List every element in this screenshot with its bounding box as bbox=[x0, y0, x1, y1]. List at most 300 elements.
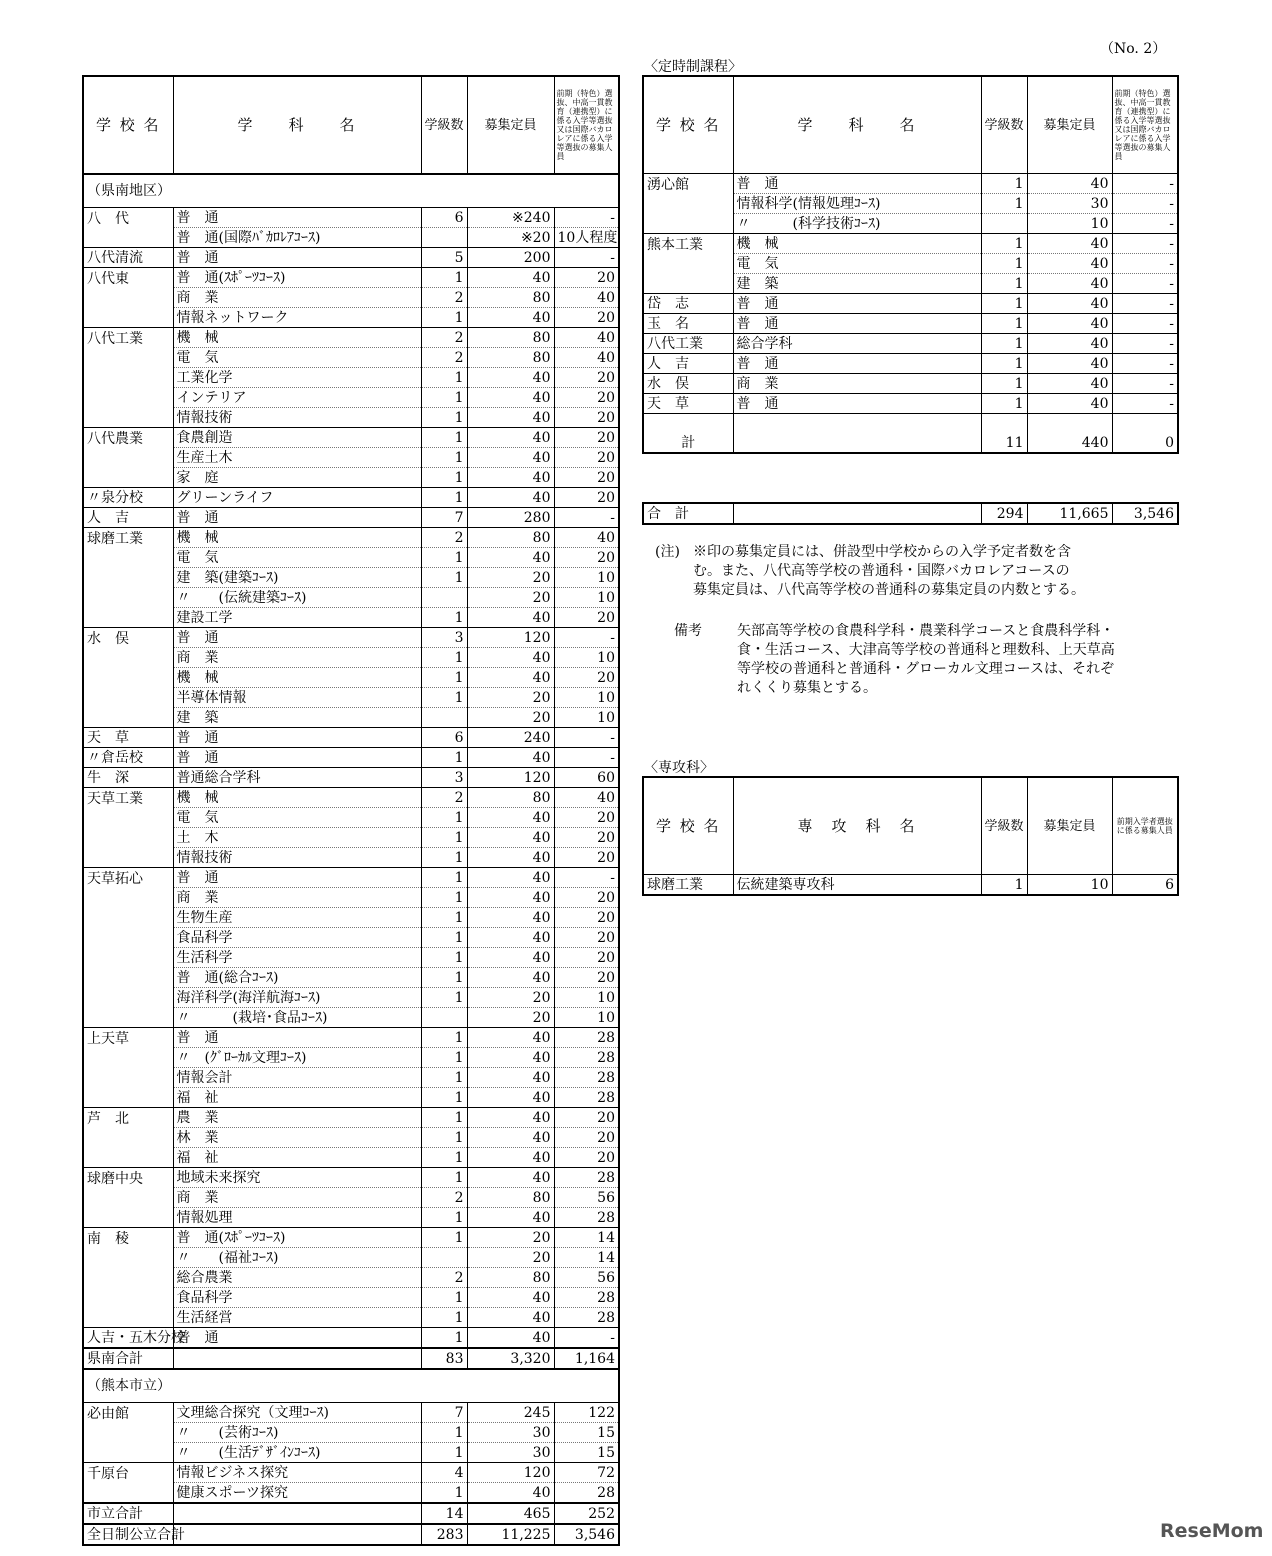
table-row bbox=[83, 1228, 619, 1248]
quota-value: 20 bbox=[467, 688, 554, 708]
school-name bbox=[83, 1288, 173, 1308]
special-quota: - bbox=[1112, 314, 1178, 334]
special-quota: 20 bbox=[554, 1128, 619, 1148]
special-quota: 14 bbox=[554, 1248, 619, 1268]
major-label: 〈専攻科〉 bbox=[644, 760, 714, 776]
quota-value: 40 bbox=[1027, 174, 1112, 194]
special-quota: 40 bbox=[554, 348, 619, 368]
total-classes: 14 bbox=[421, 1503, 467, 1524]
table-row bbox=[83, 828, 619, 848]
class-count: 2 bbox=[421, 528, 467, 548]
table-row bbox=[83, 488, 619, 508]
class-count: 1 bbox=[421, 748, 467, 768]
class-count: 1 bbox=[421, 1443, 467, 1463]
col-dept: 専 攻 科 名 bbox=[733, 777, 981, 875]
dept-name: 普 通(ｽﾎﾟｰﾂｺｰｽ) bbox=[173, 268, 421, 288]
class-count: 1 bbox=[421, 908, 467, 928]
col-quota: 募集定員 bbox=[1027, 777, 1112, 875]
dept-name: 海洋科学(海洋航海ｺｰｽ) bbox=[173, 988, 421, 1008]
dept-name: 福 祉 bbox=[173, 1148, 421, 1168]
quota-value: 30 bbox=[467, 1443, 554, 1463]
school-name: 南 稜 bbox=[83, 1228, 173, 1248]
school-name bbox=[83, 668, 173, 688]
school-name: 八 代 bbox=[83, 208, 173, 228]
quota-value: 120 bbox=[467, 1463, 554, 1483]
school-name: 天草工業 bbox=[83, 788, 173, 808]
special-quota: 20 bbox=[554, 268, 619, 288]
quota-value: 80 bbox=[467, 288, 554, 308]
quota-value: 40 bbox=[467, 928, 554, 948]
note-label: (注) bbox=[655, 544, 680, 560]
class-count: 1 bbox=[421, 1208, 467, 1228]
quota-value: 40 bbox=[467, 548, 554, 568]
grand-total-special: 3,546 bbox=[1112, 503, 1178, 524]
class-count: 3 bbox=[421, 628, 467, 648]
parttime-total-label: 計 bbox=[643, 414, 733, 454]
school-name: 天草拓心 bbox=[83, 868, 173, 888]
school-name: 湧心館 bbox=[643, 174, 733, 194]
class-count: 1 bbox=[981, 234, 1027, 254]
special-quota: 28 bbox=[554, 1208, 619, 1228]
quota-value: 240 bbox=[467, 728, 554, 748]
class-count: 1 bbox=[981, 174, 1027, 194]
table-row bbox=[643, 394, 1178, 414]
school-name bbox=[83, 808, 173, 828]
dept-name: 普 通 bbox=[173, 748, 421, 768]
dept-name: 生産土木 bbox=[173, 448, 421, 468]
special-quota: - bbox=[1112, 294, 1178, 314]
school-name bbox=[83, 688, 173, 708]
table-row bbox=[83, 1328, 619, 1349]
school-name bbox=[83, 228, 173, 248]
school-name: 八代清流 bbox=[83, 248, 173, 268]
quota-value: 40 bbox=[467, 748, 554, 768]
class-count: 1 bbox=[981, 194, 1027, 214]
col-quota: 募集定員 bbox=[467, 76, 554, 174]
table-row bbox=[83, 1068, 619, 1088]
region-label: （県南地区） bbox=[83, 174, 619, 208]
quota-value: 40 bbox=[1027, 314, 1112, 334]
special-quota: 10 bbox=[554, 688, 619, 708]
school-name bbox=[83, 1008, 173, 1028]
special-quota: 20 bbox=[554, 448, 619, 468]
dept-name: 商 業 bbox=[173, 1188, 421, 1208]
school-name bbox=[83, 1443, 173, 1463]
special-quota: 10 bbox=[554, 708, 619, 728]
quota-value: 120 bbox=[467, 628, 554, 648]
dept-name: 生物生産 bbox=[173, 908, 421, 928]
class-count: 6 bbox=[421, 728, 467, 748]
total-label: 全日制公立合計 bbox=[83, 1524, 173, 1545]
dept-name: 生活科学 bbox=[173, 948, 421, 968]
parttime-total-quota: 440 bbox=[1027, 414, 1112, 454]
table-row bbox=[83, 1208, 619, 1228]
table-row bbox=[643, 254, 1178, 274]
special-quota: - bbox=[1112, 234, 1178, 254]
dept-name: 文理総合探究（文理ｺｰｽ) bbox=[173, 1403, 421, 1423]
class-count: 1 bbox=[421, 848, 467, 868]
school-name bbox=[643, 194, 733, 214]
school-name bbox=[83, 708, 173, 728]
major-quota: 10 bbox=[1027, 875, 1112, 896]
parttime-table bbox=[642, 75, 1179, 454]
dept-name: 普 通(総合ｺｰｽ) bbox=[173, 968, 421, 988]
special-quota: 122 bbox=[554, 1403, 619, 1423]
table-row bbox=[83, 708, 619, 728]
dept-name: 半導体情報 bbox=[173, 688, 421, 708]
class-count: 1 bbox=[421, 868, 467, 888]
special-quota: 60 bbox=[554, 768, 619, 788]
quota-value: 40 bbox=[467, 1168, 554, 1188]
quota-value: 20 bbox=[467, 1248, 554, 1268]
school-name: 八代工業 bbox=[83, 328, 173, 348]
table-row bbox=[83, 528, 619, 548]
col-classes: 学級数 bbox=[981, 76, 1027, 174]
special-quota: 20 bbox=[554, 388, 619, 408]
special-quota: 40 bbox=[554, 328, 619, 348]
quota-value: 40 bbox=[467, 1128, 554, 1148]
special-quota: 28 bbox=[554, 1483, 619, 1504]
dept-name: 普 通 bbox=[173, 868, 421, 888]
table-row bbox=[83, 908, 619, 928]
school-name: 球磨工業 bbox=[83, 528, 173, 548]
table-row bbox=[83, 1108, 619, 1128]
special-quota: 40 bbox=[554, 788, 619, 808]
quota-value: 20 bbox=[467, 1008, 554, 1028]
dept-name: 機 械 bbox=[173, 328, 421, 348]
class-count: 1 bbox=[421, 1088, 467, 1108]
dept-name: 総合農業 bbox=[173, 1268, 421, 1288]
dept-name: 情報ネットワーク bbox=[173, 308, 421, 328]
class-count: 1 bbox=[421, 988, 467, 1008]
dept-name: 食品科学 bbox=[173, 928, 421, 948]
quota-value: 40 bbox=[1027, 374, 1112, 394]
special-quota: - bbox=[554, 1328, 619, 1349]
col-school: 学 校 名 bbox=[643, 76, 733, 174]
class-count: 1 bbox=[981, 394, 1027, 414]
dept-name: 土 木 bbox=[173, 828, 421, 848]
special-quota: 28 bbox=[554, 1308, 619, 1328]
table-row bbox=[83, 788, 619, 808]
special-quota: 20 bbox=[554, 968, 619, 988]
table-row bbox=[83, 1028, 619, 1048]
special-quota: 20 bbox=[554, 548, 619, 568]
major-classes: 1 bbox=[981, 875, 1027, 896]
parttime-total-classes: 11 bbox=[981, 414, 1027, 454]
quota-value: 40 bbox=[467, 408, 554, 428]
dept-name: 電 気 bbox=[173, 548, 421, 568]
school-name: 芦 北 bbox=[83, 1108, 173, 1128]
table-row bbox=[83, 928, 619, 948]
dept-name: 商 業 bbox=[733, 374, 981, 394]
dept-name: 普 通 bbox=[733, 314, 981, 334]
dept-name: 商 業 bbox=[173, 288, 421, 308]
major-school: 球磨工業 bbox=[643, 875, 733, 896]
quota-value: 40 bbox=[1027, 234, 1112, 254]
special-quota: 28 bbox=[554, 1068, 619, 1088]
quota-value: 40 bbox=[467, 1108, 554, 1128]
total-classes: 283 bbox=[421, 1524, 467, 1545]
dept-name: 機 械 bbox=[173, 668, 421, 688]
special-quota: 20 bbox=[554, 828, 619, 848]
table-row bbox=[643, 354, 1178, 374]
quota-value: 40 bbox=[467, 608, 554, 628]
total-label: 県南合計 bbox=[83, 1348, 173, 1369]
table-row bbox=[83, 408, 619, 428]
dept-name: 建 築(建築ｺｰｽ) bbox=[173, 568, 421, 588]
class-count: 1 bbox=[421, 688, 467, 708]
table-row bbox=[83, 1128, 619, 1148]
class-count: 1 bbox=[421, 268, 467, 288]
school-name bbox=[83, 1068, 173, 1088]
special-quota: - bbox=[554, 868, 619, 888]
quota-value: 40 bbox=[1027, 254, 1112, 274]
table-row bbox=[643, 334, 1178, 354]
dept-name: 普通総合学科 bbox=[173, 768, 421, 788]
special-quota: 20 bbox=[554, 848, 619, 868]
school-name: 水 俣 bbox=[643, 374, 733, 394]
special-quota: - bbox=[554, 748, 619, 768]
total-classes: 83 bbox=[421, 1348, 467, 1369]
parttime-total-special: 0 bbox=[1112, 414, 1178, 454]
school-name bbox=[83, 568, 173, 588]
table-row bbox=[643, 174, 1178, 194]
special-quota: 10 bbox=[554, 568, 619, 588]
special-quota: - bbox=[1112, 214, 1178, 234]
class-count: 1 bbox=[981, 334, 1027, 354]
school-name bbox=[83, 1048, 173, 1068]
school-name bbox=[83, 368, 173, 388]
school-name: 牛 深 bbox=[83, 768, 173, 788]
quota-value: 40 bbox=[467, 808, 554, 828]
table-row bbox=[83, 468, 619, 488]
table-row bbox=[83, 948, 619, 968]
dept-name: 普 通 bbox=[173, 508, 421, 528]
school-name bbox=[83, 1188, 173, 1208]
total-quota: 3,320 bbox=[467, 1348, 554, 1369]
table-row bbox=[83, 308, 619, 328]
school-name bbox=[83, 408, 173, 428]
table-row bbox=[83, 668, 619, 688]
school-name bbox=[83, 308, 173, 328]
dept-name: 林 業 bbox=[173, 1128, 421, 1148]
dept-name: 建 築 bbox=[733, 274, 981, 294]
quota-value: 40 bbox=[467, 828, 554, 848]
school-name bbox=[83, 1248, 173, 1268]
table-row bbox=[83, 388, 619, 408]
quota-value: 40 bbox=[1027, 294, 1112, 314]
special-quota: - bbox=[554, 508, 619, 528]
class-count: 1 bbox=[981, 314, 1027, 334]
quota-value: 40 bbox=[467, 1208, 554, 1228]
table-row bbox=[83, 588, 619, 608]
special-quota: - bbox=[1112, 194, 1178, 214]
dept-name: 普 通 bbox=[733, 354, 981, 374]
quota-value: 40 bbox=[467, 668, 554, 688]
special-quota: 28 bbox=[554, 1288, 619, 1308]
table-row bbox=[83, 348, 619, 368]
class-count: 1 bbox=[421, 1423, 467, 1443]
special-quota: - bbox=[554, 248, 619, 268]
class-count: 2 bbox=[421, 288, 467, 308]
class-count: 1 bbox=[421, 1328, 467, 1349]
dept-name: インテリア bbox=[173, 388, 421, 408]
special-quota: 20 bbox=[554, 488, 619, 508]
dept-name: 福 祉 bbox=[173, 1088, 421, 1108]
grand-total-quota: 11,665 bbox=[1027, 503, 1112, 524]
dept-name: 〃 (伝統建築ｺｰｽ) bbox=[173, 588, 421, 608]
school-name bbox=[83, 448, 173, 468]
dept-name: 普 通 bbox=[733, 174, 981, 194]
class-count: 1 bbox=[421, 1308, 467, 1328]
quota-value: 40 bbox=[467, 428, 554, 448]
class-count: 1 bbox=[981, 274, 1027, 294]
total-quota: 11,225 bbox=[467, 1524, 554, 1545]
class-count: 2 bbox=[421, 348, 467, 368]
total-label: 市立合計 bbox=[83, 1503, 173, 1524]
quota-value: 20 bbox=[467, 588, 554, 608]
quota-value: 80 bbox=[467, 348, 554, 368]
special-quota: 10 bbox=[554, 988, 619, 1008]
class-count bbox=[421, 1008, 467, 1028]
remark-label: 備考 bbox=[674, 623, 702, 639]
class-count: 1 bbox=[421, 948, 467, 968]
note-text: ※印の募集定員には、併設型中学校からの入学予定者数を含 む。また、八代高等学校の普通科・国際バカロレアコースの 募集定員は、八代高等学校の普通科の募集定員の内数とする。 bbox=[693, 544, 1085, 598]
special-quota: - bbox=[554, 728, 619, 748]
quota-value: 40 bbox=[467, 388, 554, 408]
dept-name: 農 業 bbox=[173, 1108, 421, 1128]
class-count: 1 bbox=[421, 1483, 467, 1504]
quota-value: 40 bbox=[467, 368, 554, 388]
special-quota: 10 bbox=[554, 648, 619, 668]
quota-value: 80 bbox=[467, 328, 554, 348]
quota-value: 120 bbox=[467, 768, 554, 788]
quota-value: 40 bbox=[467, 1308, 554, 1328]
school-name bbox=[83, 1208, 173, 1228]
table-row bbox=[83, 268, 619, 288]
quota-value: 40 bbox=[467, 908, 554, 928]
dept-name: 〃 (福祉ｺｰｽ) bbox=[173, 1248, 421, 1268]
school-name bbox=[83, 888, 173, 908]
table-row bbox=[83, 448, 619, 468]
table-row bbox=[83, 1048, 619, 1068]
dept-name: 健康スポーツ探究 bbox=[173, 1483, 421, 1504]
table-row bbox=[83, 768, 619, 788]
special-quota: 20 bbox=[554, 668, 619, 688]
special-quota: 20 bbox=[554, 1108, 619, 1128]
school-name: 人 吉 bbox=[83, 508, 173, 528]
table-row bbox=[83, 1403, 619, 1423]
col-classes: 学級数 bbox=[981, 777, 1027, 875]
table-row bbox=[643, 294, 1178, 314]
dept-name: 建 築 bbox=[173, 708, 421, 728]
special-quota: 56 bbox=[554, 1188, 619, 1208]
quota-value: 30 bbox=[1027, 194, 1112, 214]
dept-name: 地域未来探究 bbox=[173, 1168, 421, 1188]
col-dept: 学 科 名 bbox=[173, 76, 421, 174]
quota-value: 40 bbox=[467, 968, 554, 988]
col-special: 前期（特色）選抜、中高一貫教育（連携型）に係る入学等選抜又は国際バカロレアに係る入学等選抜の募集人員 bbox=[554, 76, 619, 174]
quota-value: 200 bbox=[467, 248, 554, 268]
resemom-logo: ReseMom bbox=[1160, 1520, 1264, 1542]
quota-value: 40 bbox=[1027, 334, 1112, 354]
total-special: 252 bbox=[554, 1503, 619, 1524]
table-row bbox=[83, 1308, 619, 1328]
school-name bbox=[83, 1148, 173, 1168]
table-row bbox=[643, 274, 1178, 294]
school-name: 必由館 bbox=[83, 1403, 173, 1423]
class-count: 1 bbox=[421, 468, 467, 488]
school-name: 天 草 bbox=[643, 394, 733, 414]
school-name: 熊本工業 bbox=[643, 234, 733, 254]
special-quota: 15 bbox=[554, 1443, 619, 1463]
school-name: 水 俣 bbox=[83, 628, 173, 648]
school-name bbox=[643, 274, 733, 294]
class-count: 2 bbox=[421, 328, 467, 348]
table-row bbox=[643, 214, 1178, 234]
quota-value: 80 bbox=[467, 788, 554, 808]
school-name: 玉 名 bbox=[643, 314, 733, 334]
quota-value: 40 bbox=[1027, 274, 1112, 294]
quota-value: 80 bbox=[467, 528, 554, 548]
dept-name: 食品科学 bbox=[173, 1288, 421, 1308]
col-school: 学 校 名 bbox=[643, 777, 733, 875]
table-row bbox=[83, 968, 619, 988]
table-row bbox=[83, 848, 619, 868]
special-quota: - bbox=[1112, 174, 1178, 194]
class-count: 5 bbox=[421, 248, 467, 268]
class-count: 1 bbox=[421, 648, 467, 668]
special-quota: 15 bbox=[554, 1423, 619, 1443]
dept-name: 電 気 bbox=[733, 254, 981, 274]
table-row bbox=[83, 568, 619, 588]
dept-name: 普 通(国際ﾊﾞｶﾛﾚｱｺｰｽ) bbox=[173, 228, 421, 248]
table-row bbox=[643, 194, 1178, 214]
table-row bbox=[83, 648, 619, 668]
school-name: 人吉・五木分校 bbox=[83, 1328, 173, 1349]
table-row bbox=[83, 608, 619, 628]
special-quota: 20 bbox=[554, 608, 619, 628]
dept-name: 情報会計 bbox=[173, 1068, 421, 1088]
dept-name: 〃 (ｸﾞﾛｰｶﾙ文理ｺｰｽ) bbox=[173, 1048, 421, 1068]
class-count bbox=[421, 1248, 467, 1268]
dept-name: 工業化学 bbox=[173, 368, 421, 388]
class-count: 1 bbox=[421, 1148, 467, 1168]
dept-name: 普 通 bbox=[173, 628, 421, 648]
quota-value: 40 bbox=[467, 1048, 554, 1068]
table-row bbox=[83, 1423, 619, 1443]
school-name bbox=[83, 648, 173, 668]
total-quota: 465 bbox=[467, 1503, 554, 1524]
dept-name: 商 業 bbox=[173, 888, 421, 908]
table-row bbox=[643, 374, 1178, 394]
class-count bbox=[421, 708, 467, 728]
table-row bbox=[83, 1288, 619, 1308]
class-count: 1 bbox=[421, 608, 467, 628]
table-row bbox=[83, 628, 619, 648]
grand-total-table bbox=[642, 502, 1179, 525]
quota-value: 20 bbox=[467, 1228, 554, 1248]
quota-value: 40 bbox=[467, 268, 554, 288]
special-quota: 40 bbox=[554, 528, 619, 548]
school-name bbox=[83, 928, 173, 948]
quota-value: 40 bbox=[467, 1148, 554, 1168]
special-quota: 72 bbox=[554, 1463, 619, 1483]
dept-name: 普 通 bbox=[173, 248, 421, 268]
quota-value: 40 bbox=[467, 468, 554, 488]
table-row bbox=[83, 228, 619, 248]
class-count: 1 bbox=[421, 308, 467, 328]
